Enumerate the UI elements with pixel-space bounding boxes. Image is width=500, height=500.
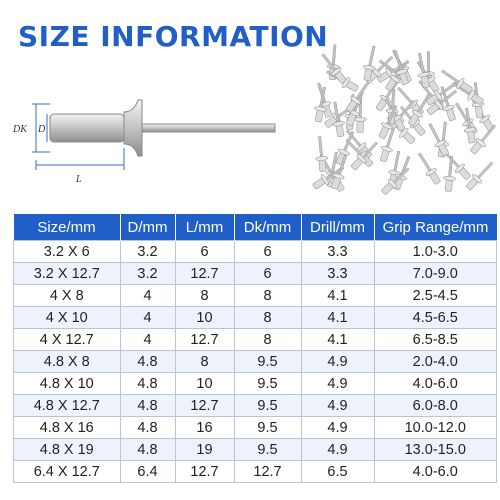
table-row (14, 263, 497, 285)
table-cell: 4.9 (301, 395, 374, 417)
table-cell: 4 (120, 329, 175, 351)
table-cell: 4 X 10 (14, 307, 121, 329)
table-cell: 4 (120, 307, 175, 329)
table-cell: 8 (175, 351, 234, 373)
table-row (14, 373, 497, 395)
table-cell: 8 (234, 285, 301, 307)
table-cell: 6.4 X 12.7 (14, 461, 121, 483)
table-cell: 1.0-3.0 (374, 241, 497, 263)
col-l: L/mm (175, 214, 234, 241)
table-cell: 13.0-15.0 (374, 439, 497, 461)
table-cell: 6 (175, 241, 234, 263)
table-cell: 12.7 (175, 395, 234, 417)
table-cell: 4.8 (120, 351, 175, 373)
table-cell: 2.5-4.5 (374, 285, 497, 307)
table-cell: 4.8 X 19 (14, 439, 121, 461)
table-cell: 4 (120, 285, 175, 307)
dk-label: DK (13, 124, 27, 135)
table-cell: 16 (175, 417, 234, 439)
table-cell: 9.5 (234, 417, 301, 439)
table-cell: 4.9 (301, 439, 374, 461)
table-cell: 4.9 (301, 351, 374, 373)
col-grip-range: Grip Range/mm (374, 214, 497, 241)
rivet-dimension-diagram (0, 88, 300, 188)
table-row (14, 395, 497, 417)
table-cell: 4 X 12.7 (14, 329, 121, 351)
table-cell: 4.8 X 10 (14, 373, 121, 395)
table-row (14, 329, 497, 351)
table-cell: 6.5 (301, 461, 374, 483)
table-cell: 9.5 (234, 373, 301, 395)
table-cell: 3.2 (120, 263, 175, 285)
rivet-head (124, 100, 142, 156)
table-cell: 12.7 (175, 263, 234, 285)
table-cell: 4 X 8 (14, 285, 121, 307)
rivet-mandrel (142, 124, 275, 132)
spec-table (13, 214, 497, 483)
table-cell: 4.5-6.5 (374, 307, 497, 329)
table-row (14, 241, 497, 263)
table-cell: 4.8 (120, 417, 175, 439)
table-cell: 3.2 (120, 241, 175, 263)
table-cell: 4.1 (301, 329, 374, 351)
table-cell: 6.4 (120, 461, 175, 483)
rivet-pile-photo (295, 40, 500, 205)
table-cell: 4.8 (120, 395, 175, 417)
table-cell: 8 (234, 307, 301, 329)
table-cell: 6.5-8.5 (374, 329, 497, 351)
table-cell: 10 (175, 307, 234, 329)
rivet-body (50, 114, 124, 142)
table-cell: 9.5 (234, 439, 301, 461)
table-cell: 12.7 (175, 461, 234, 483)
table-cell: 3.3 (301, 263, 374, 285)
table-cell: 4.8 X 8 (14, 351, 121, 373)
table-cell: 8 (175, 285, 234, 307)
rivet-pile (311, 44, 500, 197)
table-cell: 4.8 (120, 373, 175, 395)
page-title: SIZE INFORMATION (18, 20, 329, 53)
col-drill: Drill/mm (301, 214, 374, 241)
table-row (14, 351, 497, 373)
table-cell: 4.8 (120, 439, 175, 461)
table-cell: 10 (175, 373, 234, 395)
table-cell: 4.9 (301, 373, 374, 395)
table-row (14, 461, 497, 483)
table-cell: 12.7 (175, 329, 234, 351)
col-dk: Dk/mm (234, 214, 301, 241)
table-cell: 9.5 (234, 351, 301, 373)
l-label: L (76, 174, 82, 185)
table-row (14, 439, 497, 461)
table-row (14, 285, 497, 307)
table-cell: 2.0-4.0 (374, 351, 497, 373)
table-cell: 8 (234, 329, 301, 351)
table-cell: 7.0-9.0 (374, 263, 497, 285)
table-cell: 4.1 (301, 285, 374, 307)
d-label: D (38, 124, 46, 135)
table-cell: 3.3 (301, 241, 374, 263)
table-cell: 6 (234, 263, 301, 285)
table-cell: 4.9 (301, 417, 374, 439)
table-cell: 12.7 (234, 461, 301, 483)
table-cell: 3.2 X 12.7 (14, 263, 121, 285)
table-cell: 3.2 X 6 (14, 241, 121, 263)
table-cell: 6 (234, 241, 301, 263)
table-cell: 4.0-6.0 (374, 461, 497, 483)
table-header-row (14, 214, 497, 241)
table-cell: 4.8 X 16 (14, 417, 121, 439)
table-cell: 6.0-8.0 (374, 395, 497, 417)
col-size: Size/mm (14, 214, 121, 241)
table-cell: 10.0-12.0 (374, 417, 497, 439)
table-cell: 4.8 X 12.7 (14, 395, 121, 417)
table-cell: 4.0-6.0 (374, 373, 497, 395)
col-d: D/mm (120, 214, 175, 241)
table-row (14, 307, 497, 329)
table-cell: 19 (175, 439, 234, 461)
table-cell: 9.5 (234, 395, 301, 417)
table-cell: 4.1 (301, 307, 374, 329)
table-row (14, 417, 497, 439)
